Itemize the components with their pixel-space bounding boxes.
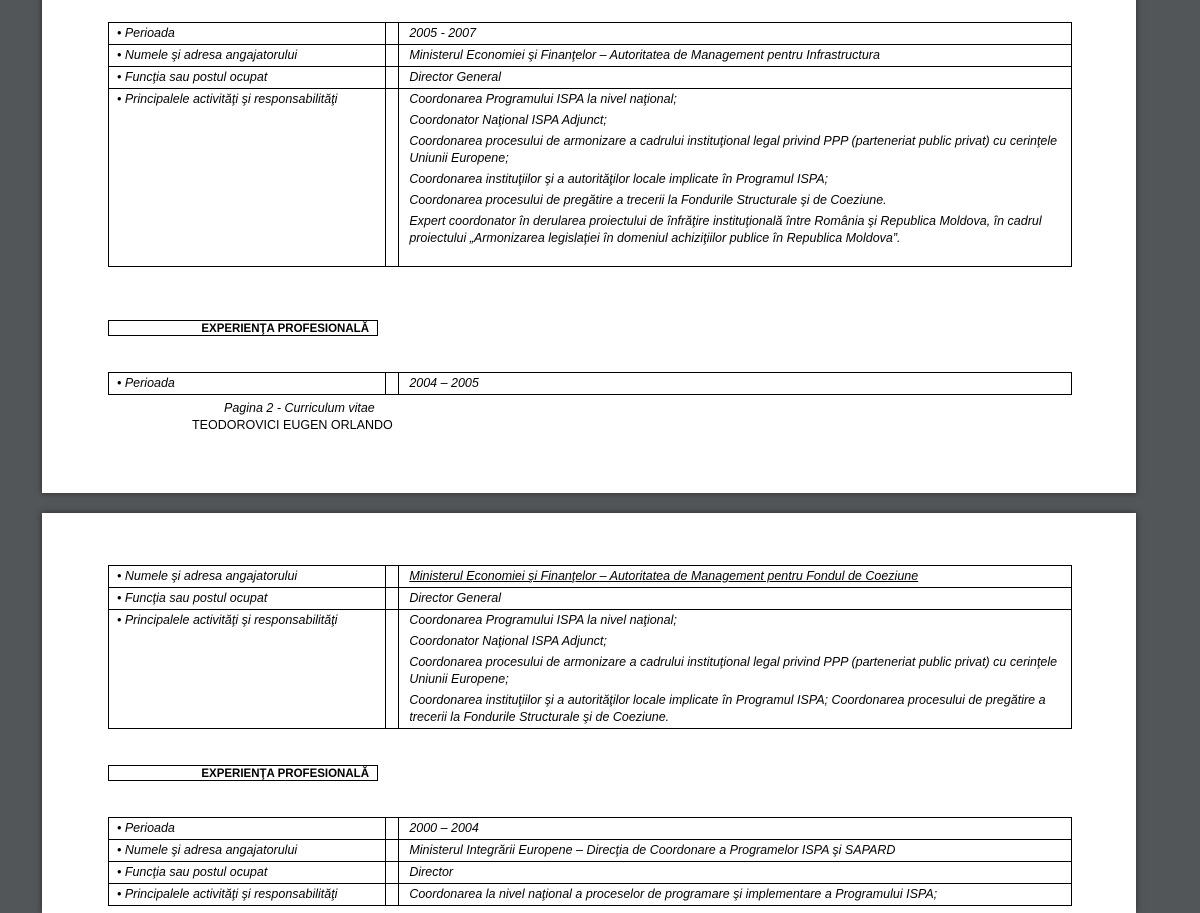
table-row bbox=[109, 89, 1072, 267]
row-label: • Perioada bbox=[109, 23, 386, 45]
table-row bbox=[109, 884, 1072, 906]
row-value: Director General bbox=[399, 588, 1072, 610]
row-label: • Principalele activităţi şi responsabilităţi bbox=[109, 884, 386, 906]
row-value: Director General bbox=[399, 67, 1072, 89]
row-value: Ministerul Economiei şi Finanţelor – Autoritatea de Management pentru Infrastructura bbox=[399, 45, 1072, 67]
row-label: • Numele şi adresa angajatorului bbox=[109, 45, 386, 67]
row-value: Coordonarea la nivel naţional a proceselor de programare şi implementare a Programului ISPA; bbox=[399, 884, 1072, 906]
page-footer-name: TEODOROVICI EUGEN ORLANDO bbox=[192, 418, 393, 432]
list-item: Coordonarea Programului ISPA la nivel naţional; bbox=[409, 92, 677, 106]
row-label: • Funcţia sau postul ocupat bbox=[109, 588, 386, 610]
table-row bbox=[109, 45, 1072, 67]
employment-table-2000-2004 bbox=[108, 817, 1072, 906]
row-label: • Perioada bbox=[109, 818, 386, 840]
list-item: Coordonarea procesului de armonizare a cadrului instituţional legal privind PPP (parteneriat public privat) cu cerinţele Uniunii Europene; bbox=[409, 134, 1058, 165]
table-row bbox=[109, 610, 1072, 729]
row-label: • Funcţia sau postul ocupat bbox=[109, 862, 386, 884]
list-item: Coordonarea Programului ISPA la nivel naţional; bbox=[409, 613, 677, 627]
employment-table-2004-2005 bbox=[108, 372, 1072, 395]
row-value: Director bbox=[399, 862, 1072, 884]
row-value: 2005 - 2007 bbox=[399, 23, 1072, 45]
table-row bbox=[109, 67, 1072, 89]
list-item: Coordonator Naţional ISPA Adjunct; bbox=[409, 113, 607, 127]
activities-list bbox=[399, 610, 1072, 729]
list-item: Coordonarea instituţiilor şi a autorităţilor locale implicate în Programul ISPA; bbox=[409, 172, 829, 186]
list-item: Coordonarea procesului de armonizare a cadrului instituţional legal privind PPP (parteneriat public privat) cu cerinţele Uniunii Europene; bbox=[409, 655, 1058, 686]
table-row bbox=[109, 23, 1072, 45]
section-heading: EXPERIENŢA PROFESIONALĂ bbox=[108, 765, 378, 781]
row-label: • Numele şi adresa angajatorului bbox=[109, 840, 386, 862]
list-item: Expert coordonator în derularea proiectului de înfrăţire instituţională între România şi Republica Moldova, în cadrul proiectului „Armonizarea legislaţiei în domeniul achiziţiilor publice în Republica Moldova”. bbox=[409, 214, 1042, 245]
row-value: 2000 – 2004 bbox=[399, 818, 1072, 840]
employment-table-fond-coeziune bbox=[108, 565, 1072, 729]
table-row bbox=[109, 818, 1072, 840]
document-page-1 bbox=[42, 0, 1136, 493]
row-label: • Numele şi adresa angajatorului bbox=[109, 566, 386, 588]
row-value: Ministerul Economiei şi Finanţelor – Autoritatea de Management pentru Fondul de Coeziune bbox=[399, 566, 1072, 588]
table-row bbox=[109, 840, 1072, 862]
table-row bbox=[109, 588, 1072, 610]
document-page-2 bbox=[42, 513, 1136, 913]
employment-table-2005-2007 bbox=[108, 22, 1072, 267]
list-item: Coordonarea procesului de pregătire a trecerii la Fondurile Structurale şi de Coeziune. bbox=[409, 193, 887, 207]
row-value: Ministerul Integrării Europene – Direcţia de Coordonare a Programelor ISPA şi SAPARD bbox=[399, 840, 1072, 862]
table-row bbox=[109, 566, 1072, 588]
activities-list bbox=[399, 89, 1072, 267]
row-label: • Principalele activităţi şi responsabilităţi bbox=[109, 89, 386, 267]
row-value: 2004 – 2005 bbox=[399, 373, 1072, 395]
row-label: • Principalele activităţi şi responsabilităţi bbox=[109, 610, 386, 729]
page-footer-page-number: Pagina 2 - Curriculum vitae bbox=[224, 401, 375, 415]
table-row bbox=[109, 373, 1072, 395]
section-heading: EXPERIENŢA PROFESIONALĂ bbox=[108, 320, 378, 336]
row-label: • Perioada bbox=[109, 373, 386, 395]
table-row bbox=[109, 862, 1072, 884]
list-item: Coordonator Naţional ISPA Adjunct; bbox=[409, 634, 607, 648]
list-item: Coordonarea instituţiilor şi a autorităţilor locale implicate în Programul ISPA; Coordonarea procesului de pregătire a trecerii la Fondurile Structurale şi de Coeziune. bbox=[409, 693, 1046, 724]
row-label: • Funcţia sau postul ocupat bbox=[109, 67, 386, 89]
